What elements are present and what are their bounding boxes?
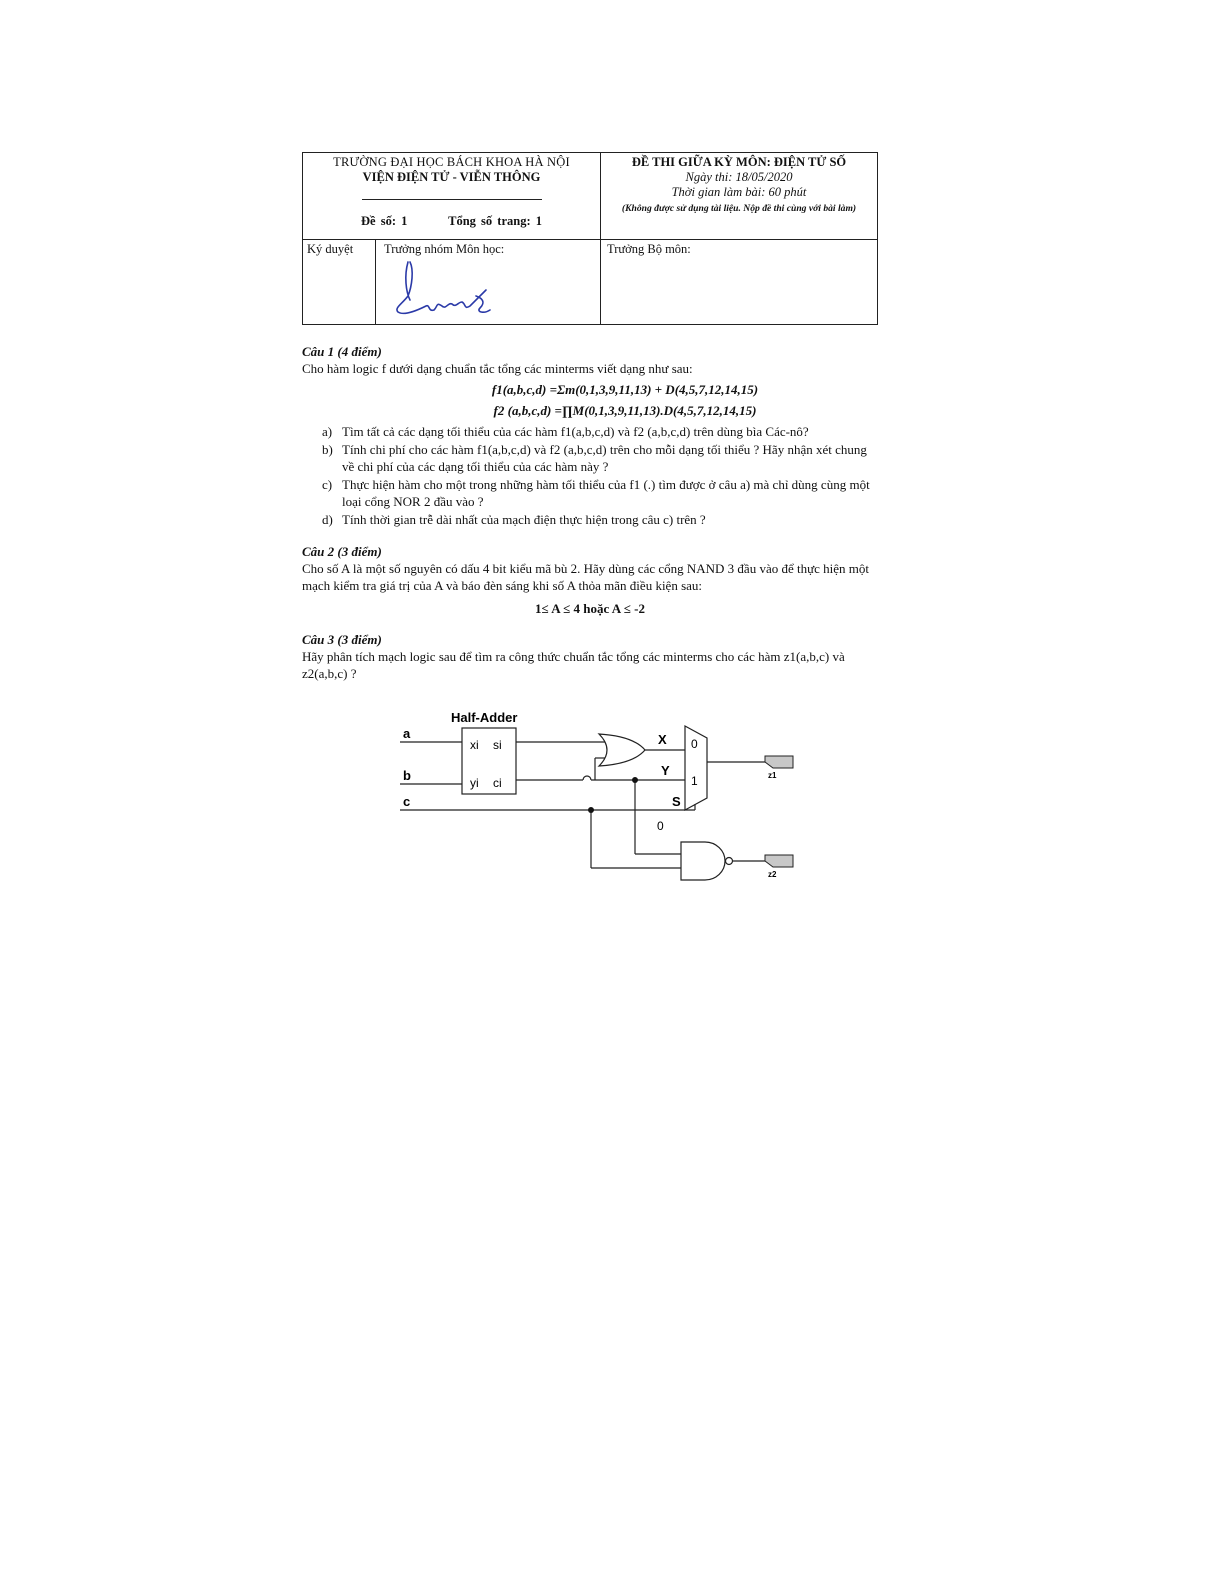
logic-circuit-diagram (395, 706, 805, 881)
item-label: d) (322, 512, 333, 527)
exam-number: Đề số: 1 (361, 214, 408, 228)
formula-2-text: f2 (a,b,c,d) =∏M(0,1,3,9,11,13).D(4,5,7,12,14,15) (493, 403, 757, 418)
signature-image (390, 256, 500, 318)
q2-title: Câu 2 (3 điểm) (302, 544, 382, 559)
exam-content (302, 343, 878, 682)
port-y-label: yi (470, 776, 479, 790)
approval-cell (303, 240, 376, 325)
output-z1-label: z1 (768, 771, 777, 780)
junction-dot (588, 807, 594, 813)
department-head-cell (601, 240, 878, 325)
q3-title: Câu 3 (3 điểm) (302, 632, 382, 647)
item-text: Tính chi phí cho các hàm f1(a,b,c,d) và f2 (a,b,c,d) trên cho mỗi dạng tối thiểu ? Hãy nhận xét chung về chi phí của các dạng tối thiểu của các hàm này ? (342, 442, 867, 474)
q1-intro: Cho hàm logic f dưới dạng chuẩn tắc tổng các minterms viết dạng như sau: (302, 361, 693, 376)
item-label: b) (322, 442, 333, 457)
formula-1-text: f1(a,b,c,d) =Σm(0,1,3,9,11,13) + D(4,5,7,12,14,15) (491, 382, 759, 397)
port-x-label: xi (470, 738, 479, 752)
department-head-label: Trưởng Bộ môn: (607, 242, 691, 256)
q1-item-a (322, 423, 878, 440)
university-name: TRƯỜNG ĐẠI HỌC BÁCH KHOA HÀ NỘI (333, 155, 570, 169)
item-label: c) (322, 477, 333, 492)
output-tag-z1 (765, 756, 793, 768)
constant-zero: 0 (657, 819, 664, 833)
q1-items (302, 423, 878, 528)
nand-gate (681, 842, 725, 880)
exam-meta (303, 214, 600, 229)
exam-title: ĐỀ THI GIỮA KỲ MÔN: ĐIỆN TỬ SỐ (631, 155, 847, 169)
output-tag-z2 (765, 855, 793, 867)
exam-page (302, 152, 878, 682)
q1-item-c (322, 476, 878, 510)
exam-duration: Thời gian làm bài: 60 phút (671, 185, 807, 199)
q1-item-b (322, 441, 878, 475)
divider (362, 199, 542, 200)
input-c-label: c (403, 794, 411, 809)
input-a-label: a (403, 726, 411, 741)
port-c-label: ci (493, 776, 502, 790)
exam-header-table (302, 152, 878, 325)
mux-input-0: 0 (691, 737, 698, 751)
signal-x-label: X (658, 732, 667, 747)
q2-condition: 1≤ A ≤ 4 hoặc A ≤ -2 (535, 601, 645, 616)
school-cell (303, 153, 601, 240)
or-gate (599, 734, 645, 766)
exam-note: (Không được sử dụng tài liệu. Nộp đề thi cùng với bài làm) (621, 203, 857, 214)
q1-title: Câu 1 (4 điểm) (302, 344, 382, 359)
output-z2-label: z2 (768, 870, 777, 879)
item-text: Tìm tất cả các dạng tối thiểu của các hàm f1(a,b,c,d) và f2 (a,b,c,d) trên dùng bìa Các-nô? (342, 424, 809, 439)
q1-formula-1 (302, 381, 878, 398)
junction-dot (632, 777, 638, 783)
half-adder-title: Half-Adder (451, 710, 518, 725)
institute-name: VIỆN ĐIỆN TỬ - VIỄN THÔNG (362, 170, 541, 184)
group-leader-cell (376, 240, 601, 325)
q1-formula-2 (302, 402, 878, 419)
signal-y-label: Y (661, 763, 670, 778)
port-s-label: si (493, 738, 502, 752)
q3-text: Hãy phân tích mạch logic sau để tìm ra công thức chuẩn tắc tổng các minterms cho các hàm z1(a,b,c) và z2(a,b,c) ? (302, 649, 845, 681)
signal-s-label: S (672, 794, 681, 809)
approval-label: Ký duyệt (307, 242, 354, 256)
q2-text: Cho số A là một số nguyên có dấu 4 bit kiểu mã bù 2. Hãy dùng các cổng NAND 3 đầu vào để thực hiện một mạch kiểm tra giá trị của A và báo đèn sáng khi số A thỏa mãn điều kiện sau: (302, 561, 870, 593)
group-leader-label: Trưởng nhóm Môn học: (384, 242, 505, 256)
exam-info-cell (601, 153, 878, 240)
mux-input-1: 1 (691, 774, 698, 788)
exam-date: Ngày thi: 18/05/2020 (685, 170, 793, 184)
q1-item-d (322, 511, 878, 528)
item-text: Tính thời gian trễ dài nhất của mạch điện thực hiện trong câu c) trên ? (342, 512, 706, 527)
item-label: a) (322, 424, 333, 439)
input-b-label: b (403, 768, 411, 783)
item-text: Thực hiện hàm cho một trong những hàm tối thiểu của f1 (.) tìm được ở câu a) mà chỉ dùng cùng một loại cổng NOR 2 đầu vào ? (342, 477, 870, 509)
total-pages: Tổng số trang: 1 (448, 214, 542, 228)
